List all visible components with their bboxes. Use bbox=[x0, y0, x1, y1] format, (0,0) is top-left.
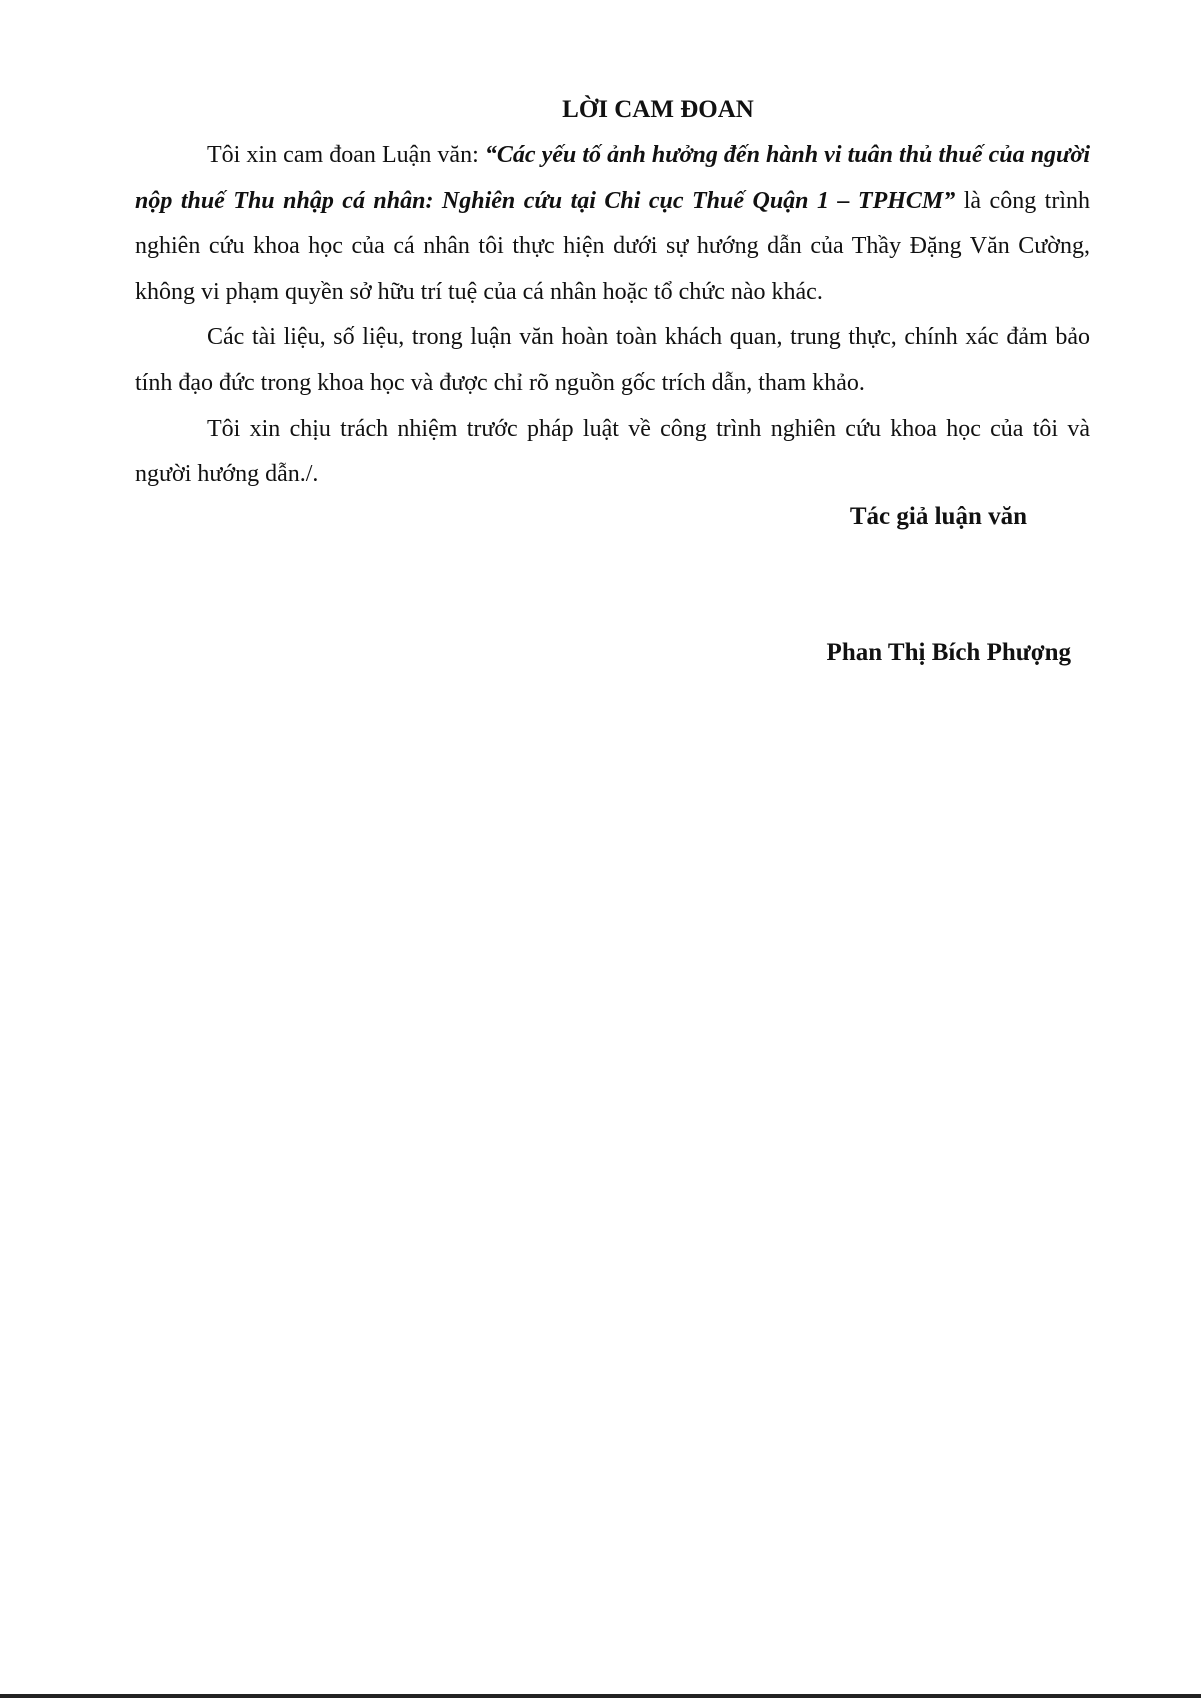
signature-role: Tác giả luận văn bbox=[849, 503, 1027, 530]
paragraph-declaration bbox=[135, 133, 1090, 315]
page-title: LỜI CAM ĐOAN bbox=[562, 96, 754, 123]
signature-name: Phan Thị Bích Phượng bbox=[826, 639, 1071, 666]
declaration-body bbox=[135, 133, 1090, 498]
thesis-title: “Các yếu tố ảnh hưởng đến hành vi tuân thủ thuế của người nộp thuế Thu nhập cá nhân: Nghiên cứu tại Chi cục Thuế Quận 1 – TPHCM” bbox=[135, 142, 1090, 214]
paragraph-rest: là công trình nghiên cứu khoa học của cá nhân tôi thực hiện dưới sự hướng dẫn của Thầy Đặng Văn Cường, không vi phạm quyền sở hữu trí tuệ của cá nhân hoặc tổ chức nào khác. bbox=[135, 187, 1090, 305]
paragraph-responsibility: Tôi xin chịu trách nhiệm trước pháp luật về công trình nghiên cứu khoa học của tôi và người hướng dẫn./. bbox=[135, 415, 1090, 488]
page-bottom-edge bbox=[0, 1694, 1201, 1698]
paragraph-sources: Các tài liệu, số liệu, trong luận văn hoàn toàn khách quan, trung thực, chính xác đảm bảo tính đạo đức trong khoa học và được chỉ rõ nguồn gốc trích dẫn, tham khảo. bbox=[135, 324, 1090, 396]
paragraph-lead: Tôi xin cam đoan Luận văn: bbox=[207, 142, 485, 168]
